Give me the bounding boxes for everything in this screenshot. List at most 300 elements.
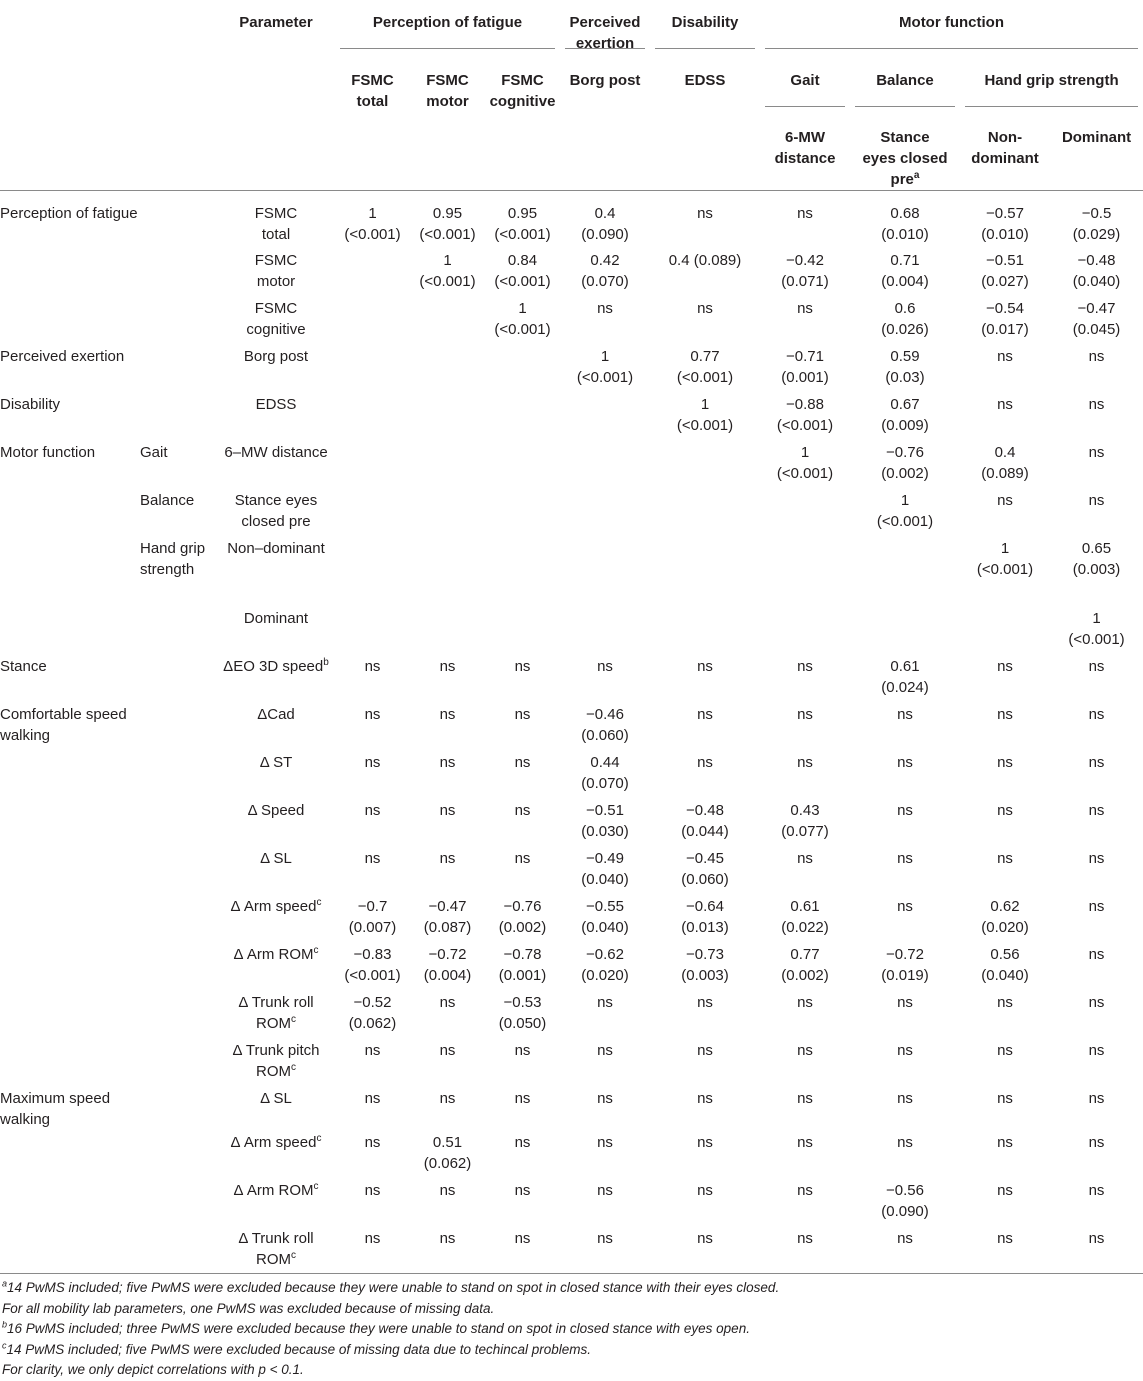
- correlation-cell: ns: [514, 1181, 531, 1199]
- correlation-cell: 0.65 (0.003): [1072, 539, 1121, 578]
- correlation-cell: −0.48 (0.040): [1072, 251, 1121, 290]
- row-group-label: [0, 1226, 140, 1274]
- correlation-cell: ns: [697, 657, 713, 675]
- correlation-cell: −0.46 (0.060): [581, 705, 629, 744]
- table-row: [0, 1086, 1143, 1130]
- table-row: [0, 702, 1143, 750]
- correlation-cell: [760, 488, 850, 536]
- correlation-cell: −0.88 (<0.001): [776, 395, 834, 434]
- table-footnotes: [2, 1278, 779, 1381]
- correlation-cell: ns: [997, 801, 1013, 819]
- row-subgroup-label: [140, 798, 217, 846]
- row-subgroup-label: [140, 750, 217, 798]
- correlation-cell: ns: [997, 993, 1013, 1011]
- correlation-cell: −0.51 (0.027): [981, 251, 1029, 290]
- row-subgroup-label: Balance: [140, 491, 195, 509]
- footnote-c: $^c$14 PwMS included; five PwMS were excluded because of missing data due to techincal problems.: [2, 1340, 592, 1357]
- row-group-label: Comfortable speed walking: [0, 705, 127, 744]
- correlation-cell: [485, 344, 560, 392]
- correlation-cell: ns: [597, 1133, 613, 1151]
- row-parameter-label: Δ Arm speed$^c$: [230, 1132, 322, 1151]
- header-stance-eyes-closed: Stance eyes closed pre$^a$: [850, 117, 960, 191]
- correlation-cell: [410, 536, 485, 606]
- table-body: [0, 191, 1143, 1274]
- correlation-cell: ns: [797, 205, 813, 222]
- correlation-cell: ns: [1088, 801, 1105, 819]
- row-subgroup-label: [140, 392, 217, 440]
- row-group-label: Maximum speed walking: [0, 1089, 111, 1128]
- correlation-cell: −0.83 (<0.001): [344, 945, 401, 984]
- correlation-cell: [650, 606, 760, 654]
- header-fsmc-motor: FSMC motor: [426, 72, 469, 110]
- correlation-cell: [485, 488, 560, 536]
- correlation-cell: [560, 536, 650, 606]
- footnote-clarity: For clarity, we only depict correlations with p < 0.1.: [2, 1362, 304, 1377]
- correlation-cell: [335, 248, 410, 296]
- row-group-label: [0, 798, 140, 846]
- correlation-cell: ns: [997, 347, 1013, 365]
- footnote-b: $^b$16 PwMS included; three PwMS were excluded because they were unable to stand on spot in closed stance with eyes open.: [2, 1319, 750, 1336]
- correlation-cell: [560, 488, 650, 536]
- row-subgroup-label: [140, 654, 217, 702]
- correlation-cell: ns: [897, 849, 913, 867]
- row-subgroup-label: [140, 1226, 217, 1274]
- correlation-cell: ns: [1088, 443, 1105, 461]
- footnote-mobility: For all mobility lab parameters, one PwMS was excluded because of missing data.: [2, 1300, 495, 1316]
- correlation-cell: 0.6 (0.026): [881, 299, 929, 338]
- row-parameter-label: Δ Arm speed$^c$: [230, 896, 322, 915]
- correlation-cell: −0.72 (0.004): [423, 945, 472, 984]
- row-group-label: [0, 536, 140, 606]
- row-group-label: Motor function: [0, 443, 96, 461]
- correlation-cell: ns: [597, 1181, 613, 1199]
- correlation-cell: ns: [514, 657, 531, 675]
- table-row: [0, 191, 1143, 248]
- table-row: [0, 798, 1143, 846]
- table-row: [0, 1038, 1143, 1086]
- correlation-cell: [650, 440, 760, 488]
- table-row: [0, 392, 1143, 440]
- correlation-cell: ns: [364, 1041, 381, 1059]
- correlation-cell: ns: [439, 993, 456, 1011]
- correlation-cell: ns: [697, 1181, 713, 1199]
- correlation-cell: ns: [797, 1181, 813, 1199]
- correlation-cell: ns: [650, 1226, 760, 1274]
- correlation-cell: [335, 344, 410, 392]
- correlation-cell: −0.62 (0.020): [581, 945, 629, 984]
- correlation-cell: 0.77 (<0.001): [676, 347, 734, 386]
- row-subgroup-label: [140, 990, 217, 1038]
- correlation-cell: ns: [597, 299, 613, 317]
- correlation-cell: 1 (<0.001): [494, 299, 551, 338]
- correlation-cell: [335, 296, 410, 344]
- correlation-cell: ns: [997, 705, 1013, 723]
- row-group-label: [0, 942, 140, 990]
- correlation-cell: ns: [1088, 1041, 1105, 1059]
- correlation-cell: ns: [697, 705, 713, 723]
- correlation-cell: 0.84 (<0.001): [494, 251, 551, 290]
- correlation-cell: 1 (<0.001): [776, 443, 834, 482]
- row-parameter-label: ΔCad: [257, 705, 295, 723]
- table-row: [0, 296, 1143, 344]
- row-parameter-label: Borg post: [243, 347, 309, 365]
- correlation-cell: 0.51 (0.062): [423, 1133, 472, 1172]
- header-group-fatigue: Perception of fatigue: [335, 0, 560, 60]
- row-parameter-label: Δ Trunk roll ROM$^c$: [217, 1226, 335, 1274]
- correlation-cell: [485, 440, 560, 488]
- row-parameter-label: 6–MW distance: [224, 443, 328, 461]
- correlation-cell: [560, 392, 650, 440]
- correlation-cell: 0.67 (0.009): [881, 395, 929, 434]
- correlation-cell: −0.48 (0.044): [681, 801, 729, 840]
- correlation-cell: ns: [897, 705, 913, 723]
- row-subgroup-label: [140, 344, 217, 392]
- correlation-cell: ns: [697, 1089, 713, 1107]
- correlation-cell: [410, 606, 485, 654]
- correlation-cell: [335, 606, 410, 654]
- correlation-cell: 0.42 (0.070): [581, 251, 629, 290]
- correlation-cell: −0.54 (0.017): [981, 299, 1029, 338]
- table-row: [0, 750, 1143, 798]
- correlation-cell: [760, 606, 850, 654]
- table-row: [0, 606, 1143, 654]
- correlation-cell: 1 (<0.001): [676, 395, 734, 434]
- correlation-cell: ns: [997, 657, 1013, 675]
- correlation-cell: ns: [514, 705, 531, 723]
- correlation-cell: 0.61 (0.024): [881, 657, 929, 696]
- correlation-cell: 0.95 (<0.001): [419, 205, 476, 243]
- correlation-cell: 1 (<0.001): [419, 251, 476, 290]
- correlation-cell: [410, 392, 485, 440]
- correlation-cell: −0.57 (0.010): [981, 205, 1029, 243]
- correlation-cell: [850, 606, 960, 654]
- row-subgroup-label: [140, 1038, 217, 1086]
- correlation-cell: −0.76 (0.002): [881, 443, 929, 482]
- correlation-cell: ns: [597, 657, 613, 675]
- correlation-cell: 1 (<0.001): [576, 347, 634, 386]
- correlation-cell: −0.52 (0.062): [348, 993, 397, 1032]
- correlation-cell: 0.71 (0.004): [881, 251, 929, 290]
- correlation-cell: −0.51 (0.030): [581, 801, 629, 840]
- correlation-cell: [410, 296, 485, 344]
- correlation-cell: −0.47 (0.087): [423, 897, 472, 936]
- footnote-a: $^a$14 PwMS included; five PwMS were excluded because they were unable to stand on spot in closed stance with their eyes closed.: [2, 1278, 780, 1295]
- table-row: [0, 1226, 1143, 1274]
- correlation-cell: ns: [1088, 705, 1105, 723]
- correlation-cell: ns: [439, 849, 456, 867]
- correlation-cell: ns: [1088, 897, 1105, 915]
- correlation-cell: ns: [1088, 395, 1105, 413]
- correlation-cell: ns: [439, 801, 456, 819]
- correlation-cell: ns: [897, 897, 913, 915]
- correlation-cell: [485, 392, 560, 440]
- correlation-cell: ns: [597, 993, 613, 1011]
- correlation-cell: 0.95 (<0.001): [494, 205, 551, 243]
- correlation-cell: ns: [797, 753, 813, 771]
- correlation-cell: ns: [514, 1041, 531, 1059]
- row-group-label: Stance: [0, 657, 47, 675]
- row-parameter-label: Δ Speed: [247, 801, 305, 819]
- correlation-cell: −0.7 (0.007): [348, 897, 397, 936]
- correlation-cell: [335, 440, 410, 488]
- correlation-cell: ns: [797, 1041, 813, 1059]
- row-parameter-label: Dominant: [243, 609, 309, 627]
- header-hand-grip: Hand grip strength: [960, 60, 1143, 117]
- correlation-cell: ns: [364, 1181, 381, 1199]
- row-group-label: [0, 296, 140, 344]
- correlation-cell: [410, 488, 485, 536]
- correlation-cell: −0.55 (0.040): [581, 897, 629, 936]
- row-group-label: [0, 1178, 140, 1226]
- correlation-cell: ns: [997, 1089, 1013, 1107]
- row-group-label: [0, 990, 140, 1038]
- row-subgroup-label: Gait: [140, 443, 168, 461]
- table-row: [0, 846, 1143, 894]
- correlation-cell: −0.78 (0.001): [498, 945, 547, 984]
- header-6mw-distance: 6-MW distance: [760, 117, 850, 191]
- row-parameter-label: FSMC cognitive: [246, 299, 306, 338]
- correlation-cell: ns: [1088, 657, 1105, 675]
- correlation-cell: ns: [597, 1041, 613, 1059]
- correlation-cell: ns: [897, 753, 913, 771]
- correlation-cell: ns: [597, 1089, 613, 1107]
- correlation-cell: ns: [514, 849, 531, 867]
- correlation-cell: ns: [997, 849, 1013, 867]
- table-row: [0, 440, 1143, 488]
- table-row: [0, 1130, 1143, 1178]
- header-edss: EDSS: [684, 72, 726, 89]
- correlation-cell: 0.4 (0.089): [981, 443, 1029, 482]
- correlation-cell: ns: [335, 1226, 410, 1274]
- row-parameter-label: FSMC total: [254, 205, 298, 243]
- correlation-cell: ns: [997, 395, 1013, 413]
- correlation-cell: ns: [1088, 1089, 1105, 1107]
- correlation-cell: ns: [439, 753, 456, 771]
- row-subgroup-label: [140, 846, 217, 894]
- correlation-cell: ns: [997, 753, 1013, 771]
- correlation-cell: ns: [697, 205, 713, 222]
- correlation-cell: 0.4 (0.090): [581, 205, 629, 243]
- correlation-cell: −0.72 (0.019): [881, 945, 929, 984]
- correlation-cell: 0.77 (0.002): [781, 945, 829, 984]
- correlation-cell: ns: [697, 299, 713, 317]
- correlation-cell: ns: [897, 993, 913, 1011]
- correlation-cell: ns: [410, 1226, 485, 1274]
- correlation-cell: ns: [697, 753, 713, 771]
- correlation-cell: ns: [364, 1133, 381, 1151]
- correlation-cell: ns: [797, 657, 813, 675]
- row-parameter-label: Δ SL: [260, 849, 292, 867]
- correlation-cell: 0.68 (0.010): [881, 205, 929, 243]
- row-group-label: [0, 750, 140, 798]
- header-fsmc-cognitive: FSMC cognitive: [489, 72, 556, 110]
- correlation-cell: ns: [364, 753, 381, 771]
- correlation-cell: ns: [850, 1226, 960, 1274]
- row-subgroup-label: [140, 894, 217, 942]
- row-group-label: [0, 488, 140, 536]
- correlation-cell: [335, 392, 410, 440]
- header-parameter: Parameter: [239, 14, 313, 31]
- correlation-cell: ns: [697, 1041, 713, 1059]
- header-group-motor: Motor function: [760, 0, 1143, 60]
- table-header: [0, 0, 1143, 191]
- row-parameter-label: Δ Trunk pitch ROM$^c$: [232, 1041, 320, 1080]
- header-dominant: Dominant: [1050, 117, 1143, 191]
- correlation-cell: ns: [797, 1133, 813, 1151]
- row-parameter-label: FSMC motor: [254, 251, 298, 290]
- correlation-cell: 1 (<0.001): [976, 539, 1034, 578]
- correlation-cell: ns: [439, 705, 456, 723]
- header-gait: Gait: [760, 60, 850, 117]
- correlation-cell: ns: [960, 1226, 1050, 1274]
- correlation-cell: ns: [997, 491, 1013, 509]
- correlation-cell: ns: [439, 657, 456, 675]
- correlation-cell: ns: [997, 1133, 1013, 1151]
- correlation-cell: ns: [514, 801, 531, 819]
- correlation-cell: [560, 606, 650, 654]
- row-subgroup-label: Hand grip strength: [140, 539, 206, 578]
- correlation-cell: ns: [997, 1181, 1013, 1199]
- correlation-cell: −0.49 (0.040): [581, 849, 629, 888]
- row-subgroup-label: [140, 702, 217, 750]
- header-balance: Balance: [850, 60, 960, 117]
- correlation-cell: ns: [1088, 1181, 1105, 1199]
- correlation-cell: [410, 440, 485, 488]
- correlation-cell: [560, 440, 650, 488]
- correlation-cell: ns: [697, 1133, 713, 1151]
- table-row: [0, 990, 1143, 1038]
- correlation-cell: ns: [364, 801, 381, 819]
- correlation-cell: ns: [1088, 753, 1105, 771]
- correlation-cell: 1 (<0.001): [876, 491, 934, 530]
- correlation-cell: ns: [560, 1226, 650, 1274]
- correlation-cell: ns: [897, 1041, 913, 1059]
- row-group-label: [0, 894, 140, 942]
- correlation-cell: ns: [364, 705, 381, 723]
- row-parameter-label: Δ SL: [260, 1089, 292, 1107]
- correlation-cell: ns: [439, 1181, 456, 1199]
- correlation-cell: ns: [439, 1089, 456, 1107]
- row-subgroup-label: [140, 296, 217, 344]
- table-row: [0, 536, 1143, 606]
- correlation-cell: −0.76 (0.002): [498, 897, 547, 936]
- row-group-label: [0, 846, 140, 894]
- table-row: [0, 1178, 1143, 1226]
- correlation-cell: [410, 344, 485, 392]
- correlation-cell: 0.43 (0.077): [781, 801, 829, 840]
- correlation-cell: ns: [1088, 1133, 1105, 1151]
- correlation-cell: 1 (<0.001): [344, 205, 401, 243]
- table-row: [0, 248, 1143, 296]
- correlation-cell: ns: [897, 1089, 913, 1107]
- correlation-cell: ns: [364, 849, 381, 867]
- row-group-label: [0, 248, 140, 296]
- header-borg-post: Borg post: [569, 72, 641, 89]
- header-fsmc-total: FSMC total: [351, 72, 394, 110]
- row-subgroup-label: [140, 191, 217, 248]
- correlation-cell: ns: [897, 1133, 913, 1151]
- correlation-cell: ns: [760, 1226, 850, 1274]
- correlation-cell: ns: [485, 1226, 560, 1274]
- row-subgroup-label: [140, 1130, 217, 1178]
- correlation-cell: ns: [797, 849, 813, 867]
- row-subgroup-label: [140, 1178, 217, 1226]
- row-parameter-label: Non–dominant: [227, 539, 325, 557]
- row-parameter-label: Δ Arm ROM$^c$: [233, 944, 319, 963]
- row-group-label: Perceived exertion: [0, 347, 125, 365]
- table-row: [0, 344, 1143, 392]
- row-parameter-label: Stance eyes closed pre: [234, 491, 318, 530]
- row-parameter-label: EDSS: [255, 395, 297, 413]
- correlation-cell: ns: [897, 801, 913, 819]
- row-group-label: [0, 1130, 140, 1178]
- correlation-cell: −0.64 (0.013): [681, 897, 729, 936]
- correlation-cell: −0.56 (0.090): [881, 1181, 929, 1220]
- table-row: [0, 488, 1143, 536]
- correlation-cell: −0.42 (0.071): [781, 251, 829, 290]
- correlation-cell: ns: [997, 1041, 1013, 1059]
- row-group-label: [0, 606, 140, 654]
- correlation-cell: [960, 606, 1050, 654]
- row-parameter-label: ΔEO 3D speed$^b$: [223, 656, 329, 675]
- correlation-cell: −0.71 (0.001): [781, 347, 829, 386]
- correlation-cell: −0.53 (0.050): [498, 993, 547, 1032]
- correlation-cell: [485, 606, 560, 654]
- correlation-cell: −0.45 (0.060): [681, 849, 729, 888]
- row-subgroup-label: [140, 942, 217, 990]
- correlation-cell: [850, 536, 960, 606]
- correlation-cell: ns: [797, 299, 813, 317]
- header-group-disability: Disability: [650, 0, 760, 60]
- row-subgroup-label: [140, 248, 217, 296]
- header-non-dominant: Non- dominant: [960, 117, 1050, 191]
- correlation-cell: 0.4 (0.089): [668, 251, 742, 269]
- correlation-cell: 0.61 (0.022): [781, 897, 829, 936]
- correlation-cell: 0.59 (0.03): [885, 347, 925, 386]
- correlation-cell: ns: [1088, 347, 1105, 365]
- correlation-cell: ns: [364, 657, 381, 675]
- table-row: [0, 654, 1143, 702]
- correlation-cell: ns: [797, 1089, 813, 1107]
- row-group-label: Disability: [0, 395, 61, 413]
- correlation-cell: −0.5 (0.029): [1072, 205, 1121, 243]
- correlation-cell: 0.62 (0.020): [981, 897, 1029, 936]
- correlation-cell: ns: [697, 993, 713, 1011]
- correlation-cell: ns: [514, 1133, 531, 1151]
- correlation-cell: ns: [1088, 945, 1105, 963]
- row-subgroup-label: [140, 606, 217, 654]
- correlation-cell: ns: [1050, 1226, 1143, 1274]
- correlation-cell: ns: [514, 1089, 531, 1107]
- row-parameter-label: Δ Trunk roll ROM$^c$: [238, 993, 314, 1032]
- row-parameter-label: Δ ST: [259, 753, 293, 771]
- correlation-cell: ns: [439, 1041, 456, 1059]
- table-row: [0, 894, 1143, 942]
- correlation-cell: [760, 536, 850, 606]
- correlation-cell: ns: [364, 1089, 381, 1107]
- header-group-exertion: Perceived exertion: [560, 0, 650, 60]
- correlation-cell: ns: [797, 993, 813, 1011]
- correlation-cell: [335, 488, 410, 536]
- correlation-cell: ns: [797, 705, 813, 723]
- correlation-cell: [485, 536, 560, 606]
- correlation-cell: ns: [1088, 849, 1105, 867]
- row-subgroup-label: [140, 1086, 217, 1130]
- row-group-label: [0, 1038, 140, 1086]
- correlation-cell: ns: [514, 753, 531, 771]
- correlation-cell: ns: [1088, 993, 1105, 1011]
- correlation-cell: ns: [1088, 491, 1105, 509]
